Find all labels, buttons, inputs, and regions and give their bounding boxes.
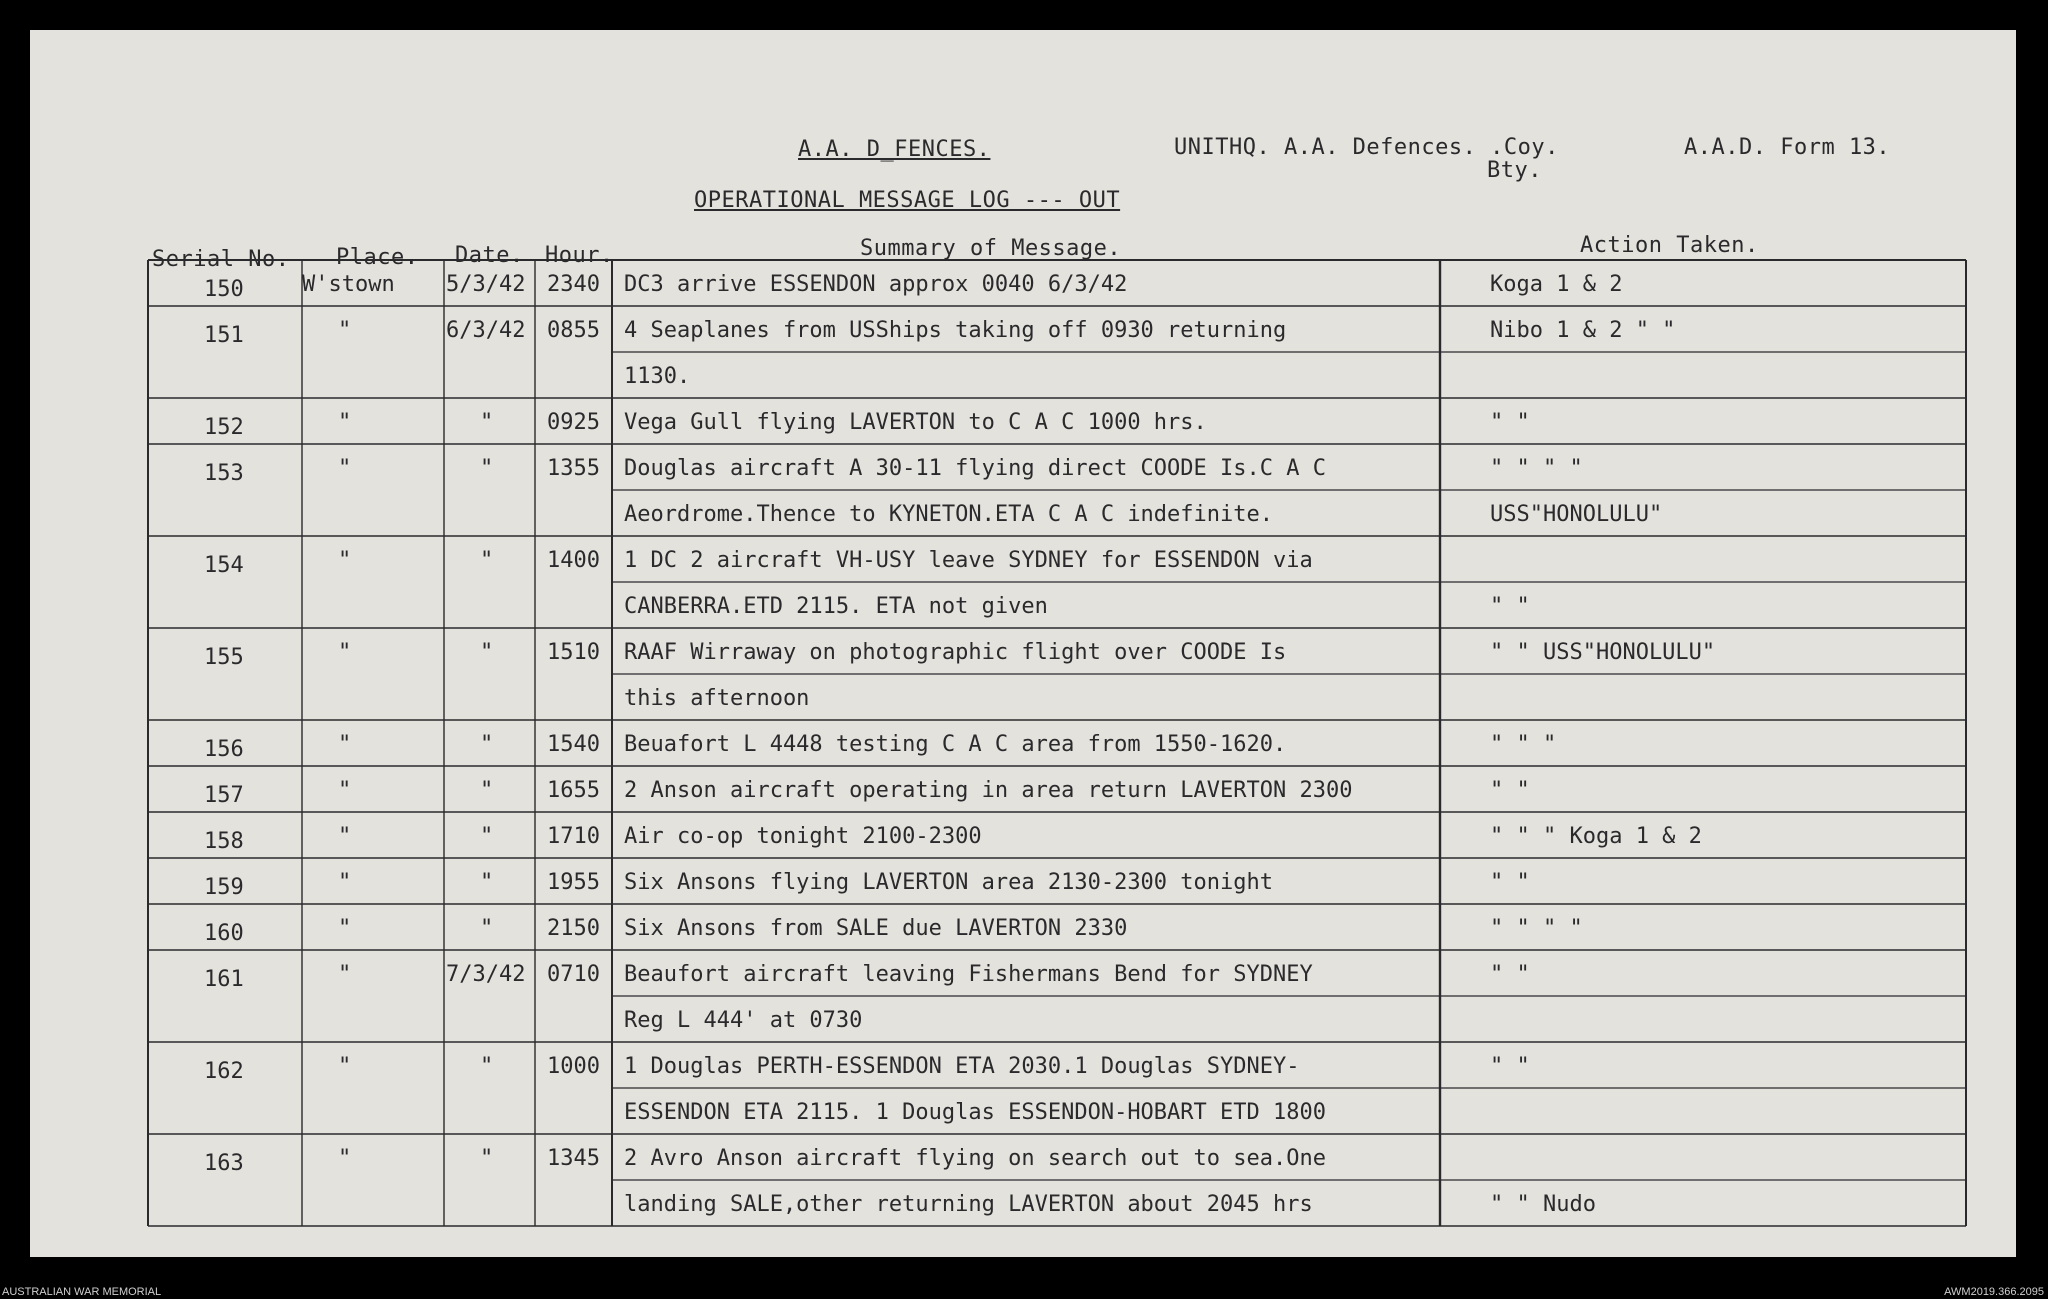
date-cell: " — [480, 410, 494, 435]
serial-number: 153 — [204, 461, 244, 486]
serial-number: 161 — [204, 967, 244, 992]
date-cell: " — [480, 1146, 494, 1171]
unit-label: UNITHQ. A.A. Defences. .Coy. — [1174, 135, 1559, 160]
place-cell: " — [338, 962, 352, 987]
place-cell: " — [338, 870, 352, 895]
place-cell: " — [338, 640, 352, 665]
document-title: A.A. D_FENCES. — [798, 137, 991, 162]
message-line: ESSENDON ETA 2115. 1 Douglas ESSENDON-HOBART ETD 1800 — [624, 1100, 1326, 1125]
message-line: Air co-op tonight 2100-2300 — [624, 824, 982, 849]
serial-number: 156 — [204, 737, 244, 762]
date-cell: " — [480, 548, 494, 573]
battery-label: Bty. — [1487, 158, 1542, 183]
hour-cell: 1955 — [547, 870, 600, 895]
action-note: USS"HONOLULU" — [1490, 502, 1663, 527]
message-line: RAAF Wirraway on photographic flight over COODE Is — [624, 640, 1287, 665]
hour-cell: 0710 — [547, 962, 600, 987]
message-line: Vega Gull flying LAVERTON to C A C 1000 hrs. — [624, 410, 1207, 435]
place-cell: " — [338, 1054, 352, 1079]
action-note: " " — [1490, 594, 1530, 619]
action-note: " " — [1490, 962, 1530, 987]
message-line: Six Ansons flying LAVERTON area 2130-2300 tonight — [624, 870, 1274, 895]
hour-cell: 1510 — [547, 640, 600, 665]
message-line: Reg L 444' at 0730 — [624, 1008, 863, 1033]
date-cell: " — [480, 824, 494, 849]
log-title: OPERATIONAL MESSAGE LOG --- OUT — [694, 188, 1121, 213]
message-line: 1 DC 2 aircraft VH-USY leave SYDNEY for ESSENDON via — [624, 548, 1313, 573]
date-cell: " — [480, 640, 494, 665]
message-line: CANBERRA.ETD 2115. ETA not given — [624, 594, 1048, 619]
action-note: Nibo 1 & 2 " " — [1490, 318, 1676, 343]
date-cell: 7/3/42 — [446, 962, 526, 987]
hour-cell: 2340 — [547, 272, 600, 297]
place-cell: W'stown — [302, 272, 395, 297]
action-note: " " — [1490, 1054, 1530, 1079]
serial-number: 155 — [204, 645, 244, 670]
hour-cell: 1345 — [547, 1146, 600, 1171]
serial-number: 157 — [204, 783, 244, 808]
hour-cell: 0925 — [547, 410, 600, 435]
action-note: " " " — [1490, 732, 1557, 757]
message-line: Beaufort aircraft leaving Fishermans Bend for SYDNEY — [624, 962, 1313, 987]
date-cell: " — [480, 456, 494, 481]
col-serial: Serial No. — [152, 247, 290, 272]
action-note: " " — [1490, 778, 1530, 803]
message-line: Six Ansons from SALE due LAVERTON 2330 — [624, 916, 1128, 941]
place-cell: " — [338, 916, 352, 941]
serial-number: 163 — [204, 1151, 244, 1176]
date-cell: 6/3/42 — [446, 318, 526, 343]
place-cell: " — [338, 410, 352, 435]
message-line: 1 Douglas PERTH-ESSENDON ETA 2030.1 Douglas SYDNEY- — [624, 1054, 1300, 1079]
message-line: Aeordrome.Thence to KYNETON.ETA C A C indefinite. — [624, 502, 1274, 527]
message-line: DC3 arrive ESSENDON approx 0040 6/3/42 — [624, 272, 1128, 297]
message-line: Beuafort L 4448 testing C A C area from 1550-1620. — [624, 732, 1287, 757]
place-cell: " — [338, 824, 352, 849]
hour-cell: 1400 — [547, 548, 600, 573]
message-line: landing SALE,other returning LAVERTON about 2045 hrs — [624, 1192, 1313, 1217]
hour-cell: 1655 — [547, 778, 600, 803]
date-cell: " — [480, 870, 494, 895]
date-cell: " — [480, 916, 494, 941]
action-note: " " " Koga 1 & 2 — [1490, 824, 1702, 849]
message-line: 1130. — [624, 364, 691, 389]
hour-cell: 2150 — [547, 916, 600, 941]
footer-credit: AUSTRALIAN WAR MEMORIAL — [2, 1286, 162, 1298]
date-cell: 5/3/42 — [446, 272, 526, 297]
action-note: " " USS"HONOLULU" — [1490, 640, 1716, 665]
footer-reference: AWM2019.366.2095 — [1944, 1286, 2044, 1298]
col-action: Action Taken. — [1580, 233, 1759, 258]
action-note: Koga 1 & 2 — [1490, 272, 1623, 297]
hour-cell: 1355 — [547, 456, 600, 481]
action-note: " " " " — [1490, 456, 1583, 481]
place-cell: " — [338, 732, 352, 757]
hour-cell: 1710 — [547, 824, 600, 849]
place-cell: " — [338, 778, 352, 803]
place-cell: " — [338, 548, 352, 573]
hour-cell: 1540 — [547, 732, 600, 757]
place-cell: " — [338, 1146, 352, 1171]
serial-number: 154 — [204, 553, 244, 578]
action-note: " " — [1490, 410, 1530, 435]
col-place: Place. — [336, 245, 419, 270]
action-note: " " — [1490, 870, 1530, 895]
serial-number: 159 — [204, 875, 244, 900]
form-number: A.A.D. Form 13. — [1684, 135, 1891, 160]
hour-cell: 0855 — [547, 318, 600, 343]
serial-number: 162 — [204, 1059, 244, 1084]
date-cell: " — [480, 732, 494, 757]
serial-number: 160 — [204, 921, 244, 946]
date-cell: " — [480, 778, 494, 803]
place-cell: " — [338, 318, 352, 343]
place-cell: " — [338, 456, 352, 481]
hour-cell: 1000 — [547, 1054, 600, 1079]
message-line: this afternoon — [624, 686, 810, 711]
col-date: Date. — [455, 243, 524, 268]
serial-number: 158 — [204, 829, 244, 854]
date-cell: " — [480, 1054, 494, 1079]
col-summary: Summary of Message. — [860, 236, 1122, 261]
serial-number: 151 — [204, 323, 244, 348]
message-line: Douglas aircraft A 30-11 flying direct COODE Is.C A C — [624, 456, 1326, 481]
serial-number: 152 — [204, 415, 244, 440]
action-note: " " " " — [1490, 916, 1583, 941]
message-line: 2 Anson aircraft operating in area return LAVERTON 2300 — [624, 778, 1353, 803]
action-note: " " Nudo — [1490, 1192, 1596, 1217]
col-hour: Hour. — [545, 243, 614, 268]
serial-number: 150 — [204, 277, 244, 302]
message-line: 4 Seaplanes from USShips taking off 0930 returning — [624, 318, 1287, 343]
message-line: 2 Avro Anson aircraft flying on search out to sea.One — [624, 1146, 1326, 1171]
